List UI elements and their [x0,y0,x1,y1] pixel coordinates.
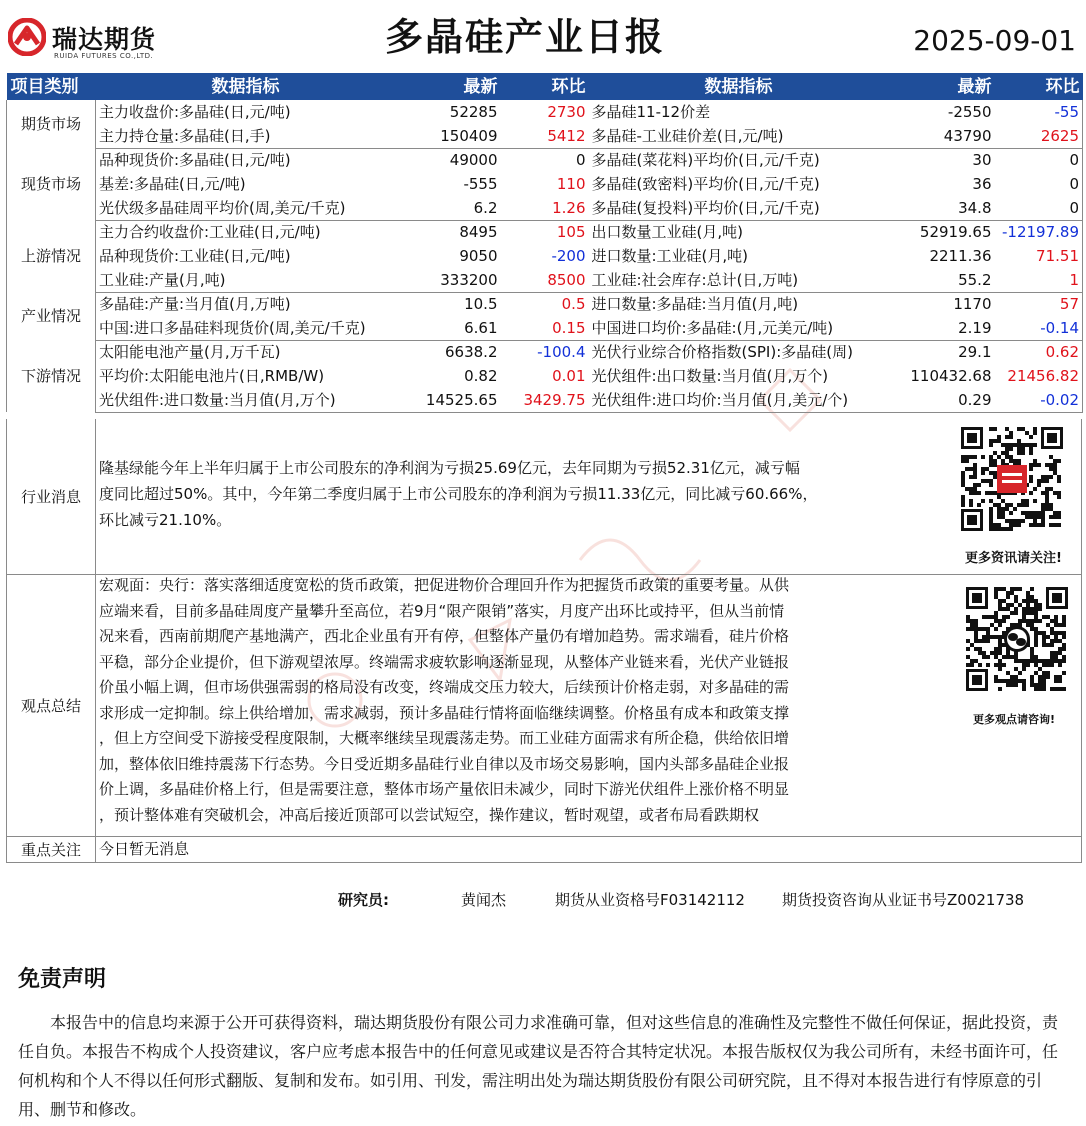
latest-value: 49000 [449,151,498,170]
researcher-info [0,889,1086,911]
researcher-label: 研究员: [338,891,389,909]
summary-line: 加，整体依旧维持震荡下行态势。今日受近期多晶硅行业自律以及市场交易影响，国内头部多晶硅企业报 [99,754,790,773]
change-value: 0.01 [552,367,586,385]
header-indicator-right: 数据指标 [589,73,889,100]
company-logo [8,14,183,64]
latest-value: 110432.68 [910,367,992,385]
focus-row [6,837,1082,863]
wechat-qr-code-icon [962,583,1072,695]
indicator-name: 工业硅:社会库存:总计(日,万吨) [589,268,889,292]
indicator-name: 基差:多晶硅(日,元/吨) [99,175,246,193]
report-date: 2025-09-01 [913,24,1076,57]
table-row [7,268,1083,292]
summary-qr-caption: 更多观点请咨询! [973,713,1056,726]
latest-value: 6.2 [396,196,501,220]
change-value: -100.4 [537,343,586,362]
indicator-name: 光伏组件:出口数量:当月值(月,万个) [591,367,829,385]
disclaimer-text: 本报告中的信息均来源于公开可获得资料，瑞达期货股份有限公司力求准确可靠，但对这些信息的准确性及完整性不做任何保证，据此投资，责任自负。本报告不构成个人投资建议，客户应考虑本报告中的任何意见或建议是否符合其特定状况。本报告版权仅为我公司所有，未经书面许可，任何机构和个人不得以任何形式翻版、复制和发布。如引用、刊发，需注明出处为瑞达期货股份有限公司研究院，且不得对本报告进行有悖原意的引用、删节和修改。 [18,1013,1059,1119]
advisory-license: 期货投资咨询从业证书号Z0021738 [782,891,1025,909]
header-latest-right: 最新 [889,73,995,100]
indicator-name: 主力收盘价:多晶硅(日,元/吨) [99,103,291,121]
change-value: 1 [995,268,1083,292]
qr-code-icon [957,423,1067,535]
latest-value: 0.82 [464,367,498,385]
latest-value: 6.61 [396,316,501,340]
indicator-name: 多晶硅(复投料)平均价(日,元/千克) [589,196,889,220]
indicator-name: 工业硅:产量(月,吨) [96,268,396,292]
summary-line: ，预计整体难有突破机会，冲高后接近顶部可以尝试短空，操作建议，暂时观望，或者布局看跌期权 [99,805,760,824]
table-header-row [7,73,1083,100]
indicator-name: 多晶硅:产量:当月值(月,万吨) [99,295,291,314]
indicator-name: 进口数量:工业硅(月,吨) [591,247,749,265]
table-row [7,244,1083,268]
category-cell: 下游情况 [7,340,96,412]
summary-line: 况来看，西南前期爬产基地满产，西北企业虽有开有停，但整体产量仍有增加趋势。需求端看，硅片价格 [99,627,790,645]
news-qr-caption: 更多资讯请关注! [965,551,1062,566]
change-value: -55 [995,100,1083,124]
summary-line: 价虽小幅上调，但市场供强需弱的格局没有改变，终端成交压力较大，后续预计价格走弱，对多晶硅的需 [99,678,790,696]
latest-value: 6638.2 [445,343,498,362]
latest-value: 29.1 [958,343,992,362]
commentary-section [6,419,1082,863]
summary-text [99,573,789,828]
table-row [7,316,1083,340]
latest-value: 2.19 [889,316,995,340]
latest-value: 1170 [953,295,992,314]
table-row [7,388,1083,412]
change-value: 0 [995,148,1083,172]
indicator-name: 出口数量工业硅(月,吨) [591,223,743,242]
category-cell: 现货市场 [7,148,96,220]
report-header [0,0,1086,66]
latest-value: 150409 [396,124,501,148]
latest-value: 9050 [459,247,498,265]
researcher-name: 黄闻杰 [461,891,507,909]
summary-line: 价上调，多晶硅价格上行，但是需要注意，整体市场产量依旧未减少，同时下游光伏组件上涨价格不明显 [99,780,790,798]
news-line: 度同比超过50%。其中，今年第二季度归属于上市公司股东的净利润为亏损11.33亿元，同比减亏60.66%， [99,485,818,503]
summary-line: 求形成一定抑制。综上供给增加，需求减弱，预计多晶硅行情将面临继续调整。价格虽有成本和政策支撑 [99,703,790,722]
change-value: 57 [995,292,1083,316]
indicator-name: 多晶硅(致密料)平均价(日,元/千克) [591,175,820,193]
change-value: 0.15 [501,316,589,340]
focus-text: 今日暂无消息 [99,840,190,858]
header-change-right: 环比 [995,73,1083,100]
change-value: 2625 [995,124,1083,148]
indicator-name: 多晶硅11-12价差 [591,103,711,121]
latest-value: 2211.36 [929,247,992,265]
latest-value: 52919.65 [919,223,992,242]
indicator-name: 主力合约收盘价:工业硅(日,元/吨) [99,223,321,242]
latest-value: -555 [463,175,498,193]
change-value: 21456.82 [995,364,1083,388]
change-value: 71.51 [995,244,1083,268]
news-line: 隆基绿能今年上半年归属于上市公司股东的净利润为亏损25.69亿元，去年同期为亏损52.31亿元，减亏幅 [99,459,800,477]
change-value: 5412 [501,124,589,148]
indicator-name: 品种现货价:多晶硅(日,元/吨) [99,151,291,170]
change-value: 0 [995,172,1083,196]
category-cell: 期货市场 [7,100,96,148]
category-cell: 上游情况 [7,220,96,292]
change-value: -200 [551,247,586,265]
news-line: 环比减亏21.10%。 [99,511,232,529]
change-value: 0.62 [995,340,1083,364]
summary-label: 观点总结 [7,575,96,836]
report-title: 多晶硅产业日报 [385,15,666,59]
header-latest-left: 最新 [396,73,501,100]
change-value: -0.14 [995,316,1083,340]
latest-value: 30 [972,151,992,170]
table-row [7,364,1083,388]
indicator-table [6,73,1083,413]
logo-english-name: RUIDA FUTURES CO.,LTD. [54,52,154,60]
table-row [7,196,1083,220]
table-body [7,100,1083,412]
summary-line: 平稳，部分企业提价，但下游观望浓厚。终端需求疲软影响逐渐显现，从整体产业链来看，光伏产业链报 [99,652,790,671]
indicator-name: 平均价:太阳能电池片(日,RMB/W) [99,367,325,385]
futures-license: 期货从业资格号F03142112 [555,891,745,909]
latest-value: 36 [972,175,992,193]
summary-line: 宏观面：央行：落实落细适度宽松的货币政策，把促进物价合理回升作为把握货币政策的重要考量。从供 [99,576,790,594]
summary-row [6,575,1082,837]
indicator-name: 多晶硅(菜花料)平均价(日,元/千克) [591,151,820,170]
change-value: 3429.75 [501,388,589,412]
category-cell: 产业情况 [7,292,96,340]
latest-value: -2550 [947,103,992,121]
table-row [7,124,1083,148]
indicator-name: 太阳能电池产量(月,万千瓦) [99,343,281,362]
logo-chinese-name: 瑞达期货 [52,25,157,54]
table-row [7,340,1083,364]
change-value: -0.02 [995,388,1083,412]
indicator-name: 光伏组件:进口均价:当月值(月,美元/个) [589,388,889,412]
indicator-name: 进口数量:多晶硅:当月值(月,吨) [591,295,799,314]
table-row [7,148,1083,172]
indicator-name: 光伏行业综合价格指数(SPI):多晶硅(周) [591,343,853,362]
news-text [99,455,817,533]
latest-value: 43790 [889,124,995,148]
latest-value: 8495 [459,223,498,242]
indicator-name: 主力持仓量:多晶硅(日,手) [96,124,396,148]
table-row [7,292,1083,316]
latest-value: 55.2 [889,268,995,292]
logo-mark-icon [8,18,46,56]
indicator-name: 多晶硅-工业硅价差(日,元/吨) [589,124,889,148]
table-row [7,220,1083,244]
header-category: 项目类别 [7,73,96,100]
latest-value: 52285 [449,103,498,121]
latest-value: 10.5 [464,295,498,314]
summary-line: ，但上方空间受下游接受程度限制，大概率继续呈现震荡走势。而工业硅方面需求有所企稳，供给依旧增 [99,729,790,747]
change-value: 2730 [547,103,586,121]
header-indicator-left: 数据指标 [96,73,396,100]
indicator-name: 光伏级多晶硅周平均价(周,美元/千克) [96,196,396,220]
latest-value: 14525.65 [396,388,501,412]
change-value: 0 [575,151,586,170]
indicator-name: 中国进口均价:多晶硅:(月,元美元/吨) [589,316,889,340]
change-value: 0.5 [561,295,586,314]
change-value: 8500 [501,268,589,292]
disclaimer-title: 免责声明 [18,967,107,992]
change-value: 0 [995,196,1083,220]
indicator-name: 品种现货价:工业硅(日,元/吨) [99,247,291,265]
data-table-section [6,73,1082,413]
change-value: -12197.89 [995,220,1083,244]
latest-value: 333200 [396,268,501,292]
indicator-name: 中国:进口多晶硅料现货价(周,美元/千克) [96,316,396,340]
change-value: 110 [556,175,586,193]
indicator-name: 光伏组件:进口数量:当月值(月,万个) [96,388,396,412]
latest-value: 34.8 [889,196,995,220]
table-row [7,172,1083,196]
summary-line: 应端来看，目前多晶硅周度产量攀升至高位，若9月“限产限销”落实，月度产出环比或持平，但从当前情 [99,601,785,620]
change-value: 1.26 [501,196,589,220]
header-change-left: 环比 [501,73,589,100]
latest-value: 0.29 [889,388,995,412]
change-value: 105 [556,223,586,242]
news-row [6,419,1082,575]
focus-label: 重点关注 [7,837,96,862]
news-label: 行业消息 [7,419,96,574]
table-row [7,100,1083,124]
